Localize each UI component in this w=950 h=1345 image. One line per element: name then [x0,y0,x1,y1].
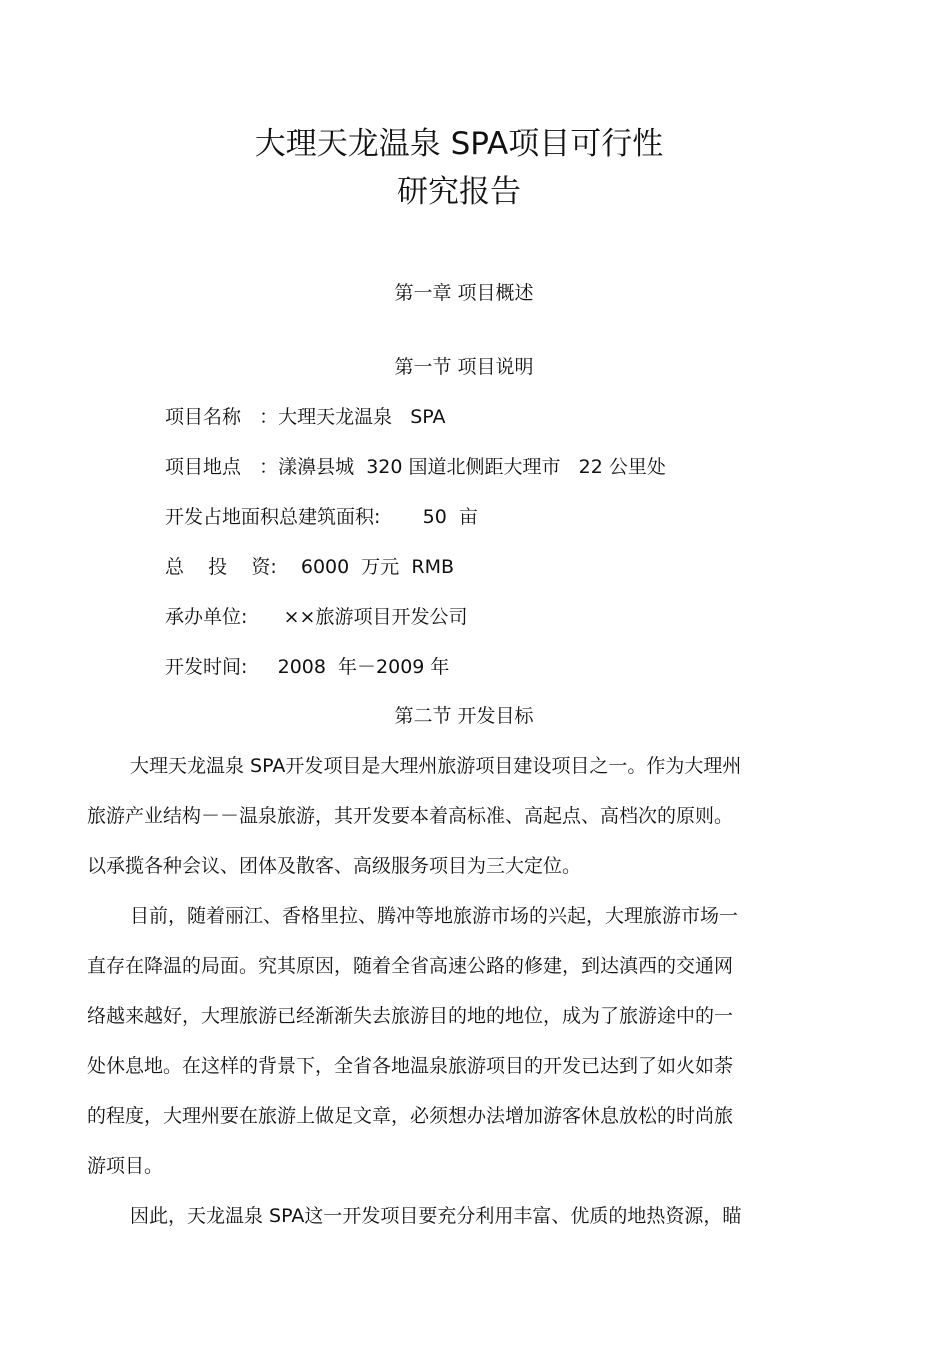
info-land-area: 开发占地面积总建筑面积: 50 亩 [165,506,478,528]
info-project-location: 项目地点 ：漾濞县城 320 国道北侧距大理市 22 公里处 [165,456,666,478]
paragraph-2 [87,891,847,1191]
paragraph-line: 游项目。 [87,1155,164,1177]
paragraph-line: 以承揽各种会议、团体及散客、高级服务项目为三大定位。 [87,855,582,877]
info-organizer: 承办单位: ××旅游项目开发公司 [165,606,468,628]
paragraph-line: 因此，天龙温泉 SPA这一开发项目要充分利用丰富、优质的地热资源，瞄 [130,1205,742,1227]
document-title-line2: 研究报告 [397,174,521,210]
paragraph-line: 旅游产业结构－－温泉旅游，其开发要本着高标准、高起点、高档次的原则。 [87,805,734,827]
paragraph-line: 处休息地。在这样的背景下，全省各地温泉旅游项目的开发已达到了如火如荼 [87,1055,734,1077]
info-project-name: 项目名称 ：大理天龙温泉 SPA [165,406,446,428]
paragraph-1 [87,741,847,891]
section-heading-2: 第二节 开发目标 [394,705,534,727]
paragraph-line: 大理天龙温泉 SPA开发项目是大理州旅游项目建设项目之一。作为大理州 [130,755,742,777]
paragraph-line: 络越来越好，大理旅游已经渐渐失去旅游目的地的地位，成为了旅游途中的一 [87,1005,734,1027]
paragraph-3 [87,1191,847,1241]
chapter-heading: 第一章 项目概述 [394,282,534,304]
paragraph-line: 的程度，大理州要在旅游上做足文章，必须想办法增加游客休息放松的时尚旅 [87,1105,734,1127]
info-total-investment: 总 投 资: 6000 万元 RMB [165,556,455,578]
section-heading-1: 第一节 项目说明 [394,356,534,378]
paragraph-line: 直存在降温的局面。究其原因，随着全省高速公路的修建，到达滇西的交通网 [87,955,734,977]
paragraph-line: 目前，随着丽江、香格里拉、腾冲等地旅游市场的兴起，大理旅游市场一 [130,905,739,927]
info-development-period: 开发时间: 2008 年－2009 年 [165,656,450,678]
document-title-line1: 大理天龙温泉 SPA项目可行性 [254,126,664,162]
